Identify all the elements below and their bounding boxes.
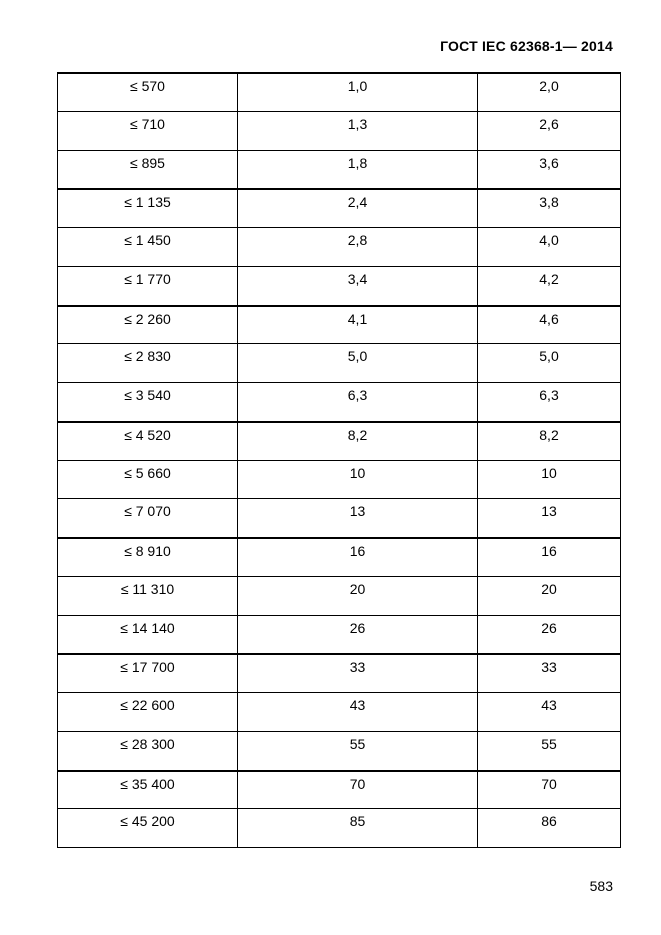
value-cell-1: 2,8 — [238, 228, 478, 266]
value-cell-2: 33 — [541, 659, 557, 676]
table-row — [58, 72, 620, 111]
table-row — [58, 537, 620, 576]
value-cell-2: 5,0 — [539, 348, 559, 365]
value-cell-1: 33 — [238, 655, 478, 692]
table-row — [58, 731, 620, 770]
voltage-cell: ≤ 28 300 — [58, 732, 238, 770]
value-cell-2: 4,0 — [539, 232, 559, 248]
value-cell-1: 1,0 — [238, 74, 478, 111]
value-cell-2: 4,2 — [539, 270, 559, 287]
voltage-cell: ≤ 5 660 — [58, 461, 238, 499]
voltage-cell: ≤ 895 — [58, 151, 238, 189]
voltage-cell: ≤ 4 520 — [58, 423, 238, 460]
voltage-cell: ≤ 11 310 — [58, 577, 238, 615]
value-cell-1: 6,3 — [238, 383, 478, 421]
value-cell-1: 85 — [238, 809, 478, 847]
value-cell-1: 4,1 — [238, 307, 478, 344]
value-cell-2: 55 — [541, 735, 557, 752]
value-cell-1: 26 — [238, 616, 478, 654]
table-row — [58, 615, 620, 654]
voltage-cell: ≤ 8 910 — [58, 539, 238, 576]
value-cell-1: 13 — [238, 499, 478, 537]
table-row — [58, 692, 620, 731]
voltage-cell: ≤ 3 540 — [58, 383, 238, 421]
table-row — [58, 188, 620, 227]
value-cell-1: 3,4 — [238, 267, 478, 305]
value-cell-2: 4,6 — [539, 310, 559, 327]
value-cell-2: 20 — [541, 580, 557, 597]
table-row — [58, 576, 620, 615]
table-row — [58, 305, 620, 344]
value-cell-1: 1,8 — [238, 151, 478, 189]
value-cell-1: 10 — [238, 461, 478, 499]
value-cell-2: 16 — [541, 543, 557, 559]
voltage-cell: ≤ 2 260 — [58, 307, 238, 344]
table-row — [58, 498, 620, 537]
voltage-cell: ≤ 1 770 — [58, 267, 238, 305]
voltage-cell: ≤ 1 135 — [58, 190, 238, 227]
value-cell-1: 2,4 — [238, 190, 478, 227]
value-cell-1: 70 — [238, 772, 478, 809]
value-cell-1: 5,0 — [238, 344, 478, 382]
value-cell-2: 26 — [541, 619, 557, 636]
value-cell-2: 13 — [541, 503, 557, 520]
table-row — [58, 343, 620, 382]
table-row — [58, 421, 620, 460]
value-cell-2: 3,8 — [539, 194, 559, 211]
table-row — [58, 382, 620, 421]
value-cell-2: 86 — [541, 813, 557, 830]
value-cell-1: 55 — [238, 732, 478, 770]
table-row — [58, 266, 620, 305]
value-cell-2: 2,6 — [539, 115, 559, 132]
table-row — [58, 808, 620, 847]
voltage-cell: ≤ 35 400 — [58, 772, 238, 809]
value-cell-1: 20 — [238, 577, 478, 615]
table-row — [58, 227, 620, 266]
table-row — [58, 150, 620, 189]
voltage-cell: ≤ 570 — [58, 74, 238, 111]
data-table — [57, 72, 621, 848]
voltage-cell: ≤ 22 600 — [58, 693, 238, 731]
voltage-cell: ≤ 710 — [58, 112, 238, 150]
value-cell-2: 70 — [541, 775, 557, 792]
table-row — [58, 653, 620, 692]
value-cell-2: 3,6 — [539, 154, 559, 171]
voltage-cell: ≤ 7 070 — [58, 499, 238, 537]
voltage-cell: ≤ 1 450 — [58, 228, 238, 266]
value-cell-2: 2,0 — [539, 78, 559, 94]
voltage-cell: ≤ 2 830 — [58, 344, 238, 382]
value-cell-2: 8,2 — [539, 426, 559, 443]
table-row — [58, 770, 620, 809]
value-cell-1: 8,2 — [238, 423, 478, 460]
voltage-cell: ≤ 17 700 — [58, 655, 238, 692]
voltage-cell: ≤ 45 200 — [58, 809, 238, 847]
value-cell-2: 6,3 — [539, 387, 559, 403]
value-cell-1: 43 — [238, 693, 478, 731]
value-cell-2: 43 — [541, 697, 557, 713]
table-row — [58, 111, 620, 150]
voltage-cell: ≤ 14 140 — [58, 616, 238, 654]
value-cell-2: 10 — [541, 464, 557, 481]
page-number: 583 — [589, 878, 613, 894]
value-cell-1: 1,3 — [238, 112, 478, 150]
document-header-title: ГОСТ IEC 62368-1— 2014 — [440, 38, 613, 54]
table-row — [58, 460, 620, 499]
value-cell-1: 16 — [238, 539, 478, 576]
